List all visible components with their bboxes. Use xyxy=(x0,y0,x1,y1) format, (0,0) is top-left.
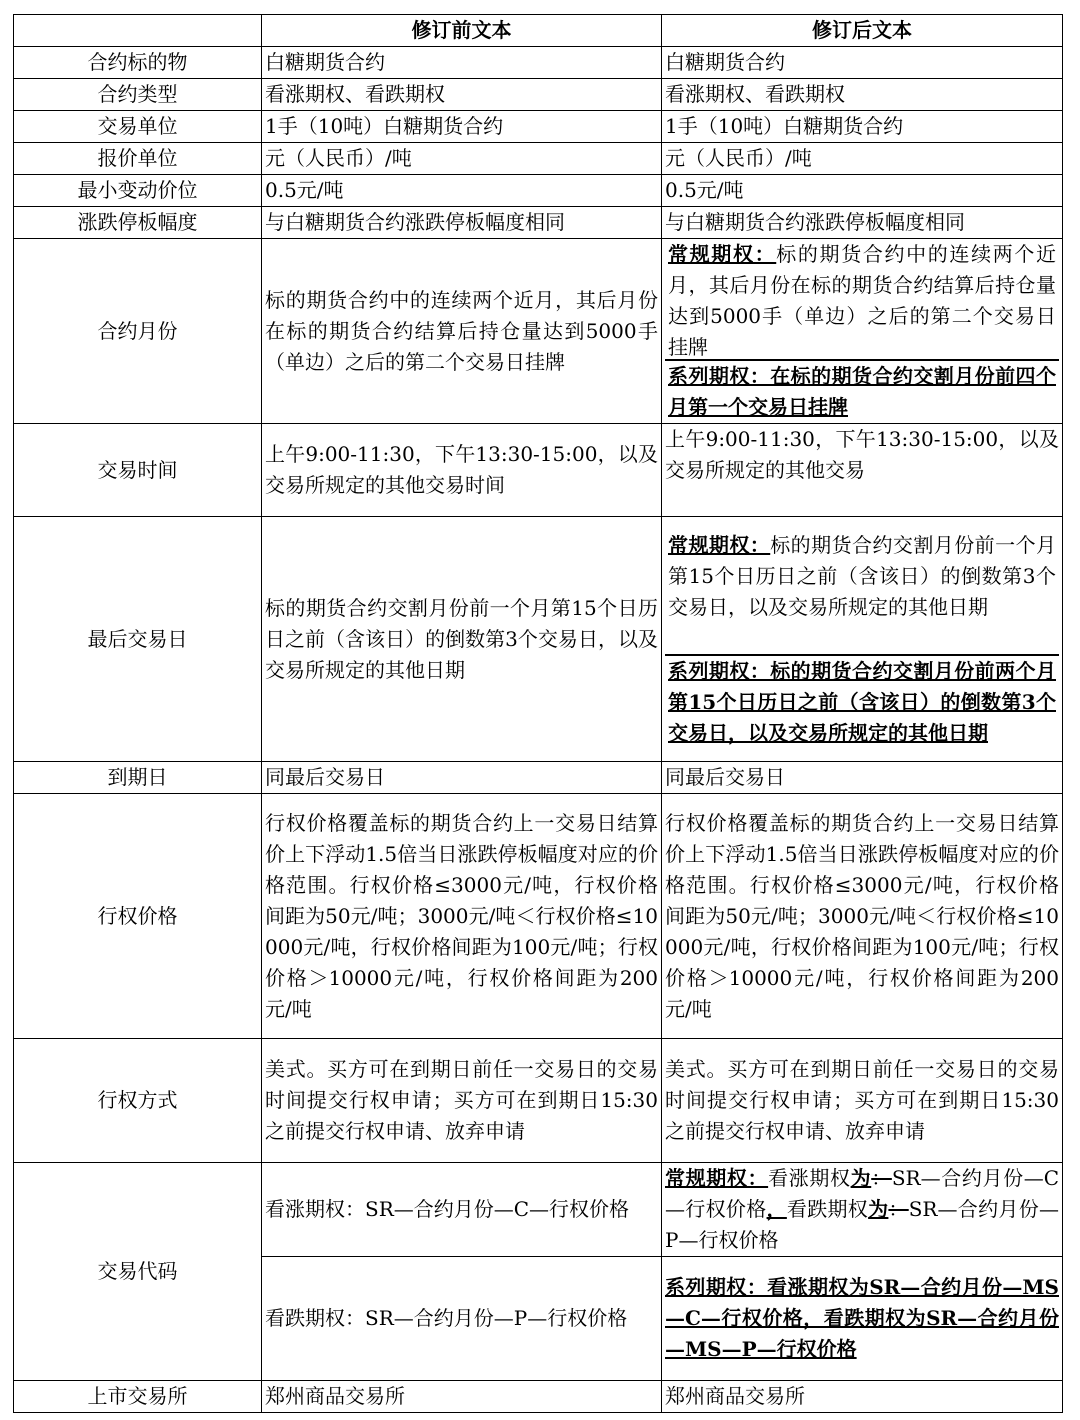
regular-option-text: 标的期货合约中的连续两个近月，其后月份在标的期货合约结算后持仓量达到5000手（单边）之后的第二个交易日挂牌 xyxy=(668,242,1057,359)
before-text: 同最后交易日 xyxy=(262,762,662,794)
table-row-strike-price xyxy=(14,794,1063,1039)
row-label: 交易代码 xyxy=(14,1163,262,1381)
comparison-table xyxy=(13,14,1063,1413)
row-label: 到期日 xyxy=(14,762,262,794)
regular-option-text: 标的期货合约交割月份前一个月第15个日历日之前（含该日）的倒数第3个交易日，以及交易所规定的其他日期 xyxy=(668,532,1057,619)
header-before: 修订前文本 xyxy=(262,15,662,47)
before-text: 0.5元/吨 xyxy=(262,175,662,207)
deleted-text: ： xyxy=(888,1197,909,1221)
inserted-text: ， xyxy=(766,1197,787,1221)
inserted-text: 为 xyxy=(850,1166,872,1190)
header-after: 修订后文本 xyxy=(662,15,1063,47)
row-label: 报价单位 xyxy=(14,143,262,175)
after-text: 郑州商品交易所 xyxy=(662,1381,1063,1413)
after-text: 元（人民币）/吨 xyxy=(662,143,1063,175)
deleted-text: ： xyxy=(871,1166,892,1190)
row-label: 合约标的物 xyxy=(14,47,262,79)
table-row xyxy=(14,207,1063,239)
after-text: 与白糖期货合约涨跌停板幅度相同 xyxy=(662,207,1063,239)
table-row xyxy=(14,143,1063,175)
after-series-code: 系列期权：看涨期权为SR—合约月份—MS—C—行权价格，看跌期权为SR—合约月份—MS—P—行权价格 xyxy=(662,1257,1063,1381)
before-text: 1手（10吨）白糖期货合约 xyxy=(262,111,662,143)
after-regular xyxy=(665,530,1059,654)
after-cell xyxy=(662,239,1063,424)
row-label: 最小变动价位 xyxy=(14,175,262,207)
regular-option-prefix: 常规期权： xyxy=(665,1166,769,1190)
table-row-exercise xyxy=(14,1039,1063,1163)
before-call-code: 看涨期权：SR—合约月份—C—行权价格 xyxy=(262,1163,662,1257)
table-row xyxy=(14,111,1063,143)
before-text: 标的期货合约交割月份前一个月第15个日历日之前（含该日）的倒数第3个交易日，以及交易所规定的其他日期 xyxy=(262,517,662,762)
before-put-code: 看跌期权：SR—合约月份—P—行权价格 xyxy=(262,1257,662,1381)
row-label: 合约类型 xyxy=(14,79,262,111)
code-text: 看跌期权 xyxy=(786,1197,869,1221)
table-row-last-trading-day xyxy=(14,517,1063,762)
before-text: 郑州商品交易所 xyxy=(262,1381,662,1413)
table-row xyxy=(14,762,1063,794)
after-regular xyxy=(665,239,1059,359)
table-row-trading-code xyxy=(14,1163,1063,1257)
table-row-trading-hours xyxy=(14,424,1063,517)
before-text: 上午9:00-11:30，下午13:30-15:00，以及交易所规定的其他交易时间 xyxy=(262,424,662,517)
regular-option-prefix: 常规期权： xyxy=(668,242,777,266)
after-text: 行权价格覆盖标的期货合约上一交易日结算价上下浮动1.5倍当日涨跌停板幅度对应的价格范围。行权价格≤3000元/吨，行权价格间距为50元/吨；3000元/吨＜行权价格≤10000元/吨，行权价格间距为100元/吨；行权价格＞10000元/吨，行权价格间距为200元/吨 xyxy=(662,794,1063,1039)
after-text: 同最后交易日 xyxy=(662,762,1063,794)
row-label: 交易单位 xyxy=(14,111,262,143)
row-label: 最后交易日 xyxy=(14,517,262,762)
code-text: SR—合约月份—P—行权价格 xyxy=(665,1197,1060,1252)
before-text: 与白糖期货合约涨跌停板幅度相同 xyxy=(262,207,662,239)
after-text: 看涨期权、看跌期权 xyxy=(662,79,1063,111)
after-regular-code xyxy=(662,1163,1063,1257)
regular-option-prefix: 常规期权： xyxy=(668,532,771,557)
after-series: 系列期权：标的期货合约交割月份前两个月第15个日历日之前（含该日）的倒数第3个交易日，以及交易所规定的其他日期 xyxy=(665,654,1059,749)
table-row xyxy=(14,47,1063,79)
row-label: 行权价格 xyxy=(14,794,262,1039)
row-label: 合约月份 xyxy=(14,239,262,424)
before-text: 白糖期货合约 xyxy=(262,47,662,79)
header-blank xyxy=(14,15,262,47)
code-text: 看涨期权 xyxy=(768,1166,851,1190)
table-row xyxy=(14,79,1063,111)
before-text: 行权价格覆盖标的期货合约上一交易日结算价上下浮动1.5倍当日涨跌停板幅度对应的价格范围。行权价格≤3000元/吨，行权价格间距为50元/吨；3000元/吨＜行权价格≤10000元/吨，行权价格间距为100元/吨；行权价格＞10000元/吨，行权价格间距为200元/吨 xyxy=(262,794,662,1039)
after-series: 系列期权：在标的期货合约交割月份前四个月第一个交易日挂牌 xyxy=(665,359,1059,423)
table-row xyxy=(14,175,1063,207)
before-text: 标的期货合约中的连续两个近月，其后月份在标的期货合约结算后持仓量达到5000手（单边）之后的第二个交易日挂牌 xyxy=(262,239,662,424)
code-text: SR—合约月份—C—行权价格 xyxy=(665,1166,1060,1221)
row-label: 行权方式 xyxy=(14,1039,262,1163)
row-label: 涨跌停板幅度 xyxy=(14,207,262,239)
after-text: 美式。买方可在到期日前任一交易日的交易时间提交行权申请；买方可在到期日15:30之前提交行权申请、放弃申请 xyxy=(662,1039,1063,1163)
before-text: 元（人民币）/吨 xyxy=(262,143,662,175)
table-row xyxy=(14,1381,1063,1413)
after-text: 0.5元/吨 xyxy=(662,175,1063,207)
after-text: 上午9:00-11:30，下午13:30-15:00，以及交易所规定的其他交易 xyxy=(662,424,1063,517)
after-cell xyxy=(662,517,1063,762)
table-row-contract-month xyxy=(14,239,1063,424)
before-text: 看涨期权、看跌期权 xyxy=(262,79,662,111)
inserted-text: 为 xyxy=(868,1197,889,1221)
after-text: 1手（10吨）白糖期货合约 xyxy=(662,111,1063,143)
row-label: 交易时间 xyxy=(14,424,262,517)
row-label: 上市交易所 xyxy=(14,1381,262,1413)
before-text: 美式。买方可在到期日前任一交易日的交易时间提交行权申请；买方可在到期日15:30之前提交行权申请、放弃申请 xyxy=(262,1039,662,1163)
header-row xyxy=(14,15,1063,47)
after-text: 白糖期货合约 xyxy=(662,47,1063,79)
